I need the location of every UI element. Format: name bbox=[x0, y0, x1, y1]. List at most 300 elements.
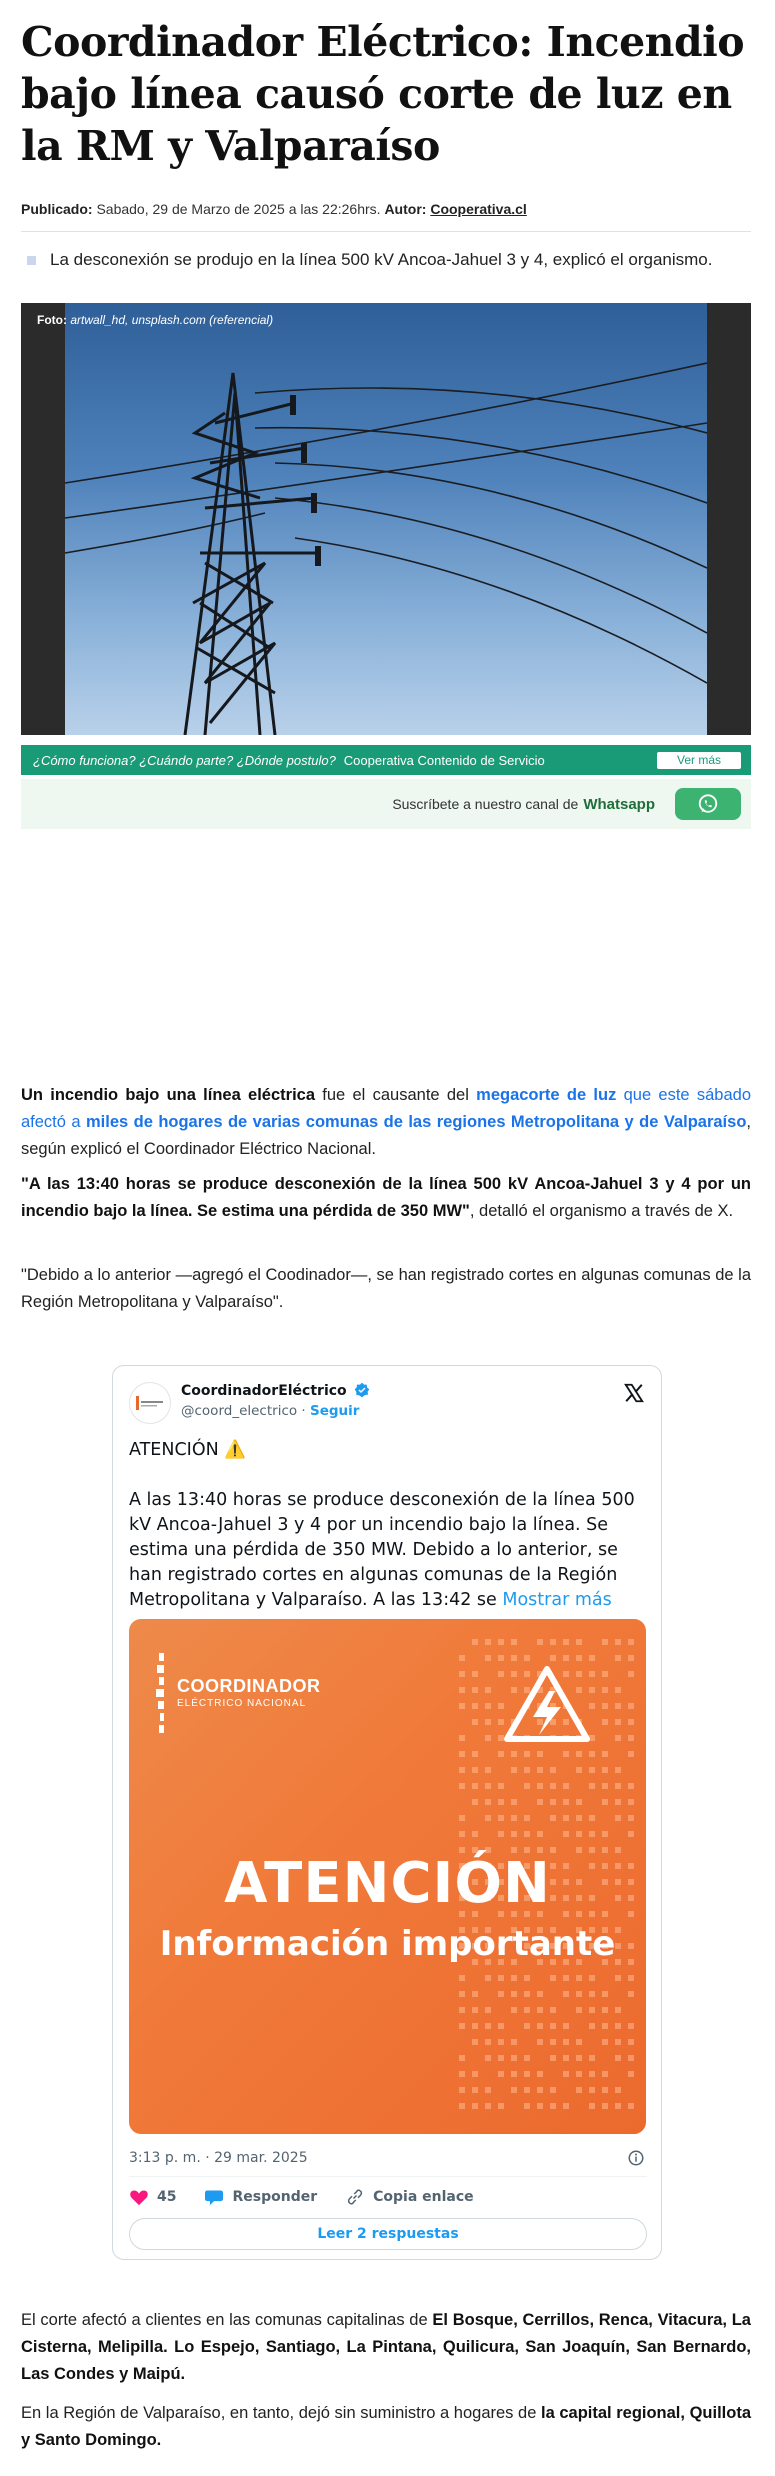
pattern-dot bbox=[628, 1671, 634, 1677]
pattern-dot bbox=[550, 1719, 556, 1725]
pattern-dot bbox=[472, 1799, 478, 1805]
pattern-dot bbox=[498, 1639, 504, 1645]
photo-credit-label: Foto: bbox=[37, 313, 67, 327]
pattern-dot bbox=[563, 1751, 569, 1757]
pattern-dot bbox=[602, 1639, 608, 1645]
pattern-dot bbox=[550, 1783, 556, 1789]
pattern-dot bbox=[537, 2023, 543, 2029]
pattern-dot bbox=[485, 2103, 491, 2109]
pattern-dot bbox=[472, 1687, 478, 1693]
pattern-dot bbox=[563, 1783, 569, 1789]
p1-bold: Un incendio bajo una línea eléctrica bbox=[21, 1086, 316, 1104]
pattern-dot bbox=[550, 1799, 556, 1805]
pattern-dot bbox=[524, 2103, 530, 2109]
like-action[interactable] bbox=[129, 2188, 176, 2206]
pattern-dot bbox=[537, 1719, 543, 1725]
pattern-dot bbox=[550, 2023, 556, 2029]
pattern-dot bbox=[628, 1831, 634, 1837]
paragraph-2 bbox=[21, 1171, 751, 1225]
pattern-dot bbox=[524, 1815, 530, 1821]
hogares-link[interactable]: miles de hogares de varias comunas de las regiones Metropolitana y de Valparaíso bbox=[86, 1113, 747, 1131]
article-title: Coordinador Eléctrico: Incendio bajo línea causó corte de luz en la RM y Valparaíso bbox=[21, 18, 745, 170]
pattern-dot bbox=[589, 2055, 595, 2061]
pattern-dot bbox=[602, 1799, 608, 1805]
pattern-dot bbox=[537, 2039, 543, 2045]
pattern-dot bbox=[602, 1991, 608, 1997]
pattern-dot bbox=[628, 1799, 634, 1805]
article-summary bbox=[27, 248, 747, 272]
pattern-dot bbox=[576, 1991, 582, 1997]
pattern-dot bbox=[589, 1751, 595, 1757]
pattern-dot bbox=[459, 2023, 465, 2029]
pattern-dot bbox=[615, 1975, 621, 1981]
pattern-dot bbox=[576, 1799, 582, 1805]
pattern-dot bbox=[485, 2087, 491, 2093]
promo-banner[interactable] bbox=[21, 745, 751, 775]
pattern-dot bbox=[498, 1719, 504, 1725]
pattern-dot bbox=[602, 1751, 608, 1757]
pattern-dot bbox=[485, 1799, 491, 1805]
pattern-dot bbox=[602, 1703, 608, 1709]
pattern-dot bbox=[576, 1767, 582, 1773]
pattern-dot bbox=[524, 1687, 530, 1693]
power-tower-illustration bbox=[65, 303, 707, 735]
tweet-handle-row bbox=[181, 1403, 359, 1419]
photo-credit bbox=[37, 313, 273, 327]
pattern-dot bbox=[563, 1991, 569, 1997]
pattern-dot bbox=[589, 2071, 595, 2077]
tweet-date[interactable]: 3:13 p. m. · 29 mar. 2025 bbox=[129, 2150, 308, 2166]
pattern-dot bbox=[589, 2023, 595, 2029]
pattern-dot bbox=[602, 1767, 608, 1773]
pattern-dot bbox=[628, 1703, 634, 1709]
pattern-dot bbox=[472, 2007, 478, 2013]
pattern-dot bbox=[563, 2103, 569, 2109]
pattern-dot bbox=[459, 2087, 465, 2093]
pattern-dot bbox=[472, 2071, 478, 2077]
p5-places: la capital regional, Quillota y Santo Domingo. bbox=[21, 2404, 751, 2449]
tweet-author-name[interactable] bbox=[181, 1382, 370, 1399]
pattern-dot bbox=[498, 2023, 504, 2029]
pattern-dot bbox=[511, 1671, 517, 1677]
pattern-dot bbox=[537, 2071, 543, 2077]
pattern-dot bbox=[511, 1751, 517, 1757]
pattern-dot bbox=[563, 1799, 569, 1805]
pattern-dot bbox=[524, 1751, 530, 1757]
pattern-dot bbox=[524, 2071, 530, 2077]
pattern-dot bbox=[524, 1783, 530, 1789]
pattern-dot bbox=[576, 1655, 582, 1661]
pattern-dot bbox=[550, 2039, 556, 2045]
pattern-dot bbox=[602, 2007, 608, 2013]
image-logo-line-2: ELÉCTRICO NACIONAL bbox=[177, 1698, 307, 1709]
pattern-dot bbox=[459, 1767, 465, 1773]
pattern-dot bbox=[589, 1831, 595, 1837]
pattern-dot bbox=[563, 2023, 569, 2029]
pattern-dot bbox=[459, 2007, 465, 2013]
pattern-dot bbox=[602, 1719, 608, 1725]
pattern-dot bbox=[550, 2007, 556, 2013]
follow-button[interactable]: Seguir bbox=[310, 1403, 360, 1419]
pattern-dot bbox=[511, 1687, 517, 1693]
published-date: Sabado, 29 de Marzo de 2025 a las 22:26hrs. bbox=[96, 201, 381, 217]
pattern-dot bbox=[485, 2039, 491, 2045]
pattern-dot bbox=[537, 1799, 543, 1805]
pattern-dot bbox=[615, 1719, 621, 1725]
pattern-dot bbox=[576, 1815, 582, 1821]
pattern-dot bbox=[472, 2039, 478, 2045]
promo-button[interactable]: Ver más bbox=[657, 752, 741, 769]
pattern-dot bbox=[485, 1639, 491, 1645]
show-more-link[interactable]: Mostrar más bbox=[502, 1590, 612, 1610]
pattern-dot bbox=[628, 1655, 634, 1661]
pattern-dot bbox=[537, 2007, 543, 2013]
coordinador-logo-icon bbox=[135, 1393, 165, 1413]
pattern-dot bbox=[498, 1815, 504, 1821]
pattern-dot bbox=[589, 1975, 595, 1981]
pattern-dot bbox=[602, 2087, 608, 2093]
pattern-dot bbox=[589, 1991, 595, 1997]
pattern-dot bbox=[537, 1751, 543, 1757]
pattern-dot bbox=[550, 1815, 556, 1821]
pattern-dot bbox=[589, 1735, 595, 1741]
p2-quote: "A las 13:40 horas se produce desconexión de la línea 500 kV Ancoa-Jahuel 3 y 4 por un incendio bajo la línea. Se estima una pérdida de 350 MW" bbox=[21, 1175, 751, 1220]
pattern-dot bbox=[472, 1671, 478, 1677]
pattern-dot bbox=[485, 1735, 491, 1741]
pattern-dot bbox=[459, 1751, 465, 1757]
pattern-dot bbox=[511, 2007, 517, 2013]
pattern-dot bbox=[628, 2103, 634, 2109]
pattern-dot bbox=[511, 1991, 517, 1997]
pattern-dot bbox=[628, 1735, 634, 1741]
pattern-dot bbox=[615, 2055, 621, 2061]
promo-question: ¿Cómo funciona? ¿Cuándo parte? ¿Dónde postulo? bbox=[33, 752, 336, 768]
pattern-dot bbox=[498, 1703, 504, 1709]
whatsapp-text: Suscríbete a nuestro canal de bbox=[392, 796, 579, 812]
pattern-dot bbox=[498, 2055, 504, 2061]
published-label: Publicado: bbox=[21, 201, 93, 217]
pattern-dot bbox=[524, 1831, 530, 1837]
pattern-dot bbox=[628, 1639, 634, 1645]
pattern-dot bbox=[472, 2087, 478, 2093]
pattern-dot bbox=[498, 1783, 504, 1789]
pattern-dot bbox=[563, 2055, 569, 2061]
tweet-dot: · bbox=[297, 1403, 311, 1419]
pattern-dot bbox=[615, 1687, 621, 1693]
pattern-dot bbox=[485, 1687, 491, 1693]
pattern-dot bbox=[498, 1751, 504, 1757]
pattern-dot bbox=[615, 1815, 621, 1821]
pattern-dot bbox=[498, 1671, 504, 1677]
pattern-dot bbox=[628, 2055, 634, 2061]
article-photo bbox=[21, 303, 751, 735]
pattern-dot bbox=[602, 2071, 608, 2077]
tweet-actions bbox=[129, 2188, 502, 2206]
pattern-dot bbox=[550, 2087, 556, 2093]
pattern-dot bbox=[537, 2103, 543, 2109]
author-link[interactable]: Cooperativa.cl bbox=[430, 201, 527, 217]
photo-sky bbox=[65, 303, 707, 735]
pattern-dot bbox=[524, 1991, 530, 1997]
reply-action[interactable] bbox=[204, 2188, 317, 2206]
pattern-dot bbox=[511, 1799, 517, 1805]
image-logo-line-1: COORDINADOR bbox=[177, 1676, 321, 1696]
pattern-dot bbox=[589, 1767, 595, 1773]
pattern-dot bbox=[550, 1767, 556, 1773]
pattern-dot bbox=[602, 1783, 608, 1789]
pattern-dot bbox=[576, 1751, 582, 1757]
pattern-dot bbox=[550, 1655, 556, 1661]
p5-text: En la Región de Valparaíso, en tanto, dejó sin suministro a hogares de bbox=[21, 2404, 541, 2422]
pattern-dot bbox=[628, 1783, 634, 1789]
pattern-dot bbox=[524, 1655, 530, 1661]
reply-label: Responder bbox=[232, 2189, 318, 2205]
pattern-dot bbox=[589, 1783, 595, 1789]
x-logo-icon[interactable] bbox=[623, 1382, 645, 1404]
heart-icon bbox=[129, 2188, 149, 2206]
byline bbox=[21, 199, 751, 232]
whatsapp-icon bbox=[697, 793, 719, 815]
pattern-dot bbox=[589, 2007, 595, 2013]
pattern-dot bbox=[615, 1639, 621, 1645]
pattern-dot bbox=[485, 1975, 491, 1981]
pattern-dot bbox=[537, 1639, 543, 1645]
pattern-dot bbox=[589, 2087, 595, 2093]
pattern-dot bbox=[524, 1975, 530, 1981]
pattern-dot bbox=[485, 1767, 491, 1773]
pattern-dot bbox=[615, 1767, 621, 1773]
pattern-dot bbox=[524, 2055, 530, 2061]
pattern-dot bbox=[550, 2055, 556, 2061]
pattern-dot bbox=[472, 1703, 478, 1709]
pattern-dot bbox=[563, 1719, 569, 1725]
pattern-dot bbox=[459, 1991, 465, 1997]
paragraph-3: "Debido a lo anterior —agregó el Coodinador—, se han registrado cortes en algunas comunas de la Región Metropolitana y Valparaíso". bbox=[21, 1266, 751, 1311]
pattern-dot bbox=[550, 1639, 556, 1645]
copy-link-label: Copia enlace bbox=[373, 2189, 474, 2205]
p1-link-text[interactable]: que este sábado afectó a bbox=[21, 1086, 751, 1131]
tweet-text bbox=[129, 1438, 639, 1613]
pattern-dot bbox=[615, 2007, 621, 2013]
pattern-dot bbox=[485, 1703, 491, 1709]
pattern-dot bbox=[485, 2007, 491, 2013]
pattern-dot bbox=[537, 2087, 543, 2093]
summary-bullet-icon bbox=[27, 256, 36, 265]
verified-badge-icon bbox=[354, 1382, 370, 1398]
pattern-dot bbox=[459, 2055, 465, 2061]
pattern-dot bbox=[524, 2087, 530, 2093]
pattern-dot bbox=[511, 2039, 517, 2045]
pattern-dot bbox=[589, 1703, 595, 1709]
pattern-dot bbox=[602, 2103, 608, 2109]
info-icon[interactable] bbox=[627, 2149, 645, 2167]
pattern-dot bbox=[615, 2023, 621, 2029]
pattern-dot bbox=[498, 1831, 504, 1837]
pattern-dot bbox=[472, 1751, 478, 1757]
pattern-dot bbox=[498, 2071, 504, 2077]
pattern-dot bbox=[537, 1991, 543, 1997]
pattern-dot bbox=[524, 2023, 530, 2029]
paragraph-5 bbox=[21, 2400, 751, 2454]
pattern-dot bbox=[576, 2007, 582, 2013]
summary-text: La desconexión se produjo en la línea 500 kV Ancoa-Jahuel 3 y 4, explicó el organismo. bbox=[50, 250, 713, 269]
pattern-dot bbox=[472, 1783, 478, 1789]
pattern-dot bbox=[615, 2087, 621, 2093]
pattern-dot bbox=[459, 1655, 465, 1661]
pattern-dot bbox=[498, 1735, 504, 1741]
pattern-dot bbox=[485, 1655, 491, 1661]
pattern-dot bbox=[459, 2103, 465, 2109]
pattern-dot bbox=[576, 1831, 582, 1837]
pattern-dot bbox=[511, 1815, 517, 1821]
tweet-line-1: ATENCIÓN ⚠️ bbox=[129, 1440, 247, 1460]
author-label: Autor: bbox=[384, 201, 427, 217]
pattern-dot bbox=[485, 1783, 491, 1789]
pattern-dot bbox=[459, 1703, 465, 1709]
promo-text: Cooperativa Contenido de Servicio bbox=[343, 752, 545, 768]
pattern-dot bbox=[589, 1655, 595, 1661]
whatsapp-brand: Whatsapp bbox=[583, 795, 655, 813]
pattern-dot bbox=[472, 1831, 478, 1837]
pattern-dot bbox=[472, 2023, 478, 2029]
tweet-body: A las 13:40 horas se produce desconexión de la línea 500 kV Ancoa-Jahuel 3 y 4 por un incendio bajo la línea. Se estima una pérdida de 350 MW. Debido a lo anterior, se han registrado cortes en algunas comunas de la Región Metropolitana y Valparaíso. A las 13:42 se bbox=[129, 1490, 635, 1610]
p2-rest: , detalló el organismo a través de X. bbox=[469, 1202, 734, 1220]
pattern-dot bbox=[511, 1767, 517, 1773]
photo-credit-text: artwall_hd, unsplash.com (referencial) bbox=[70, 313, 274, 327]
pattern-dot bbox=[563, 1831, 569, 1837]
pattern-dot bbox=[615, 1783, 621, 1789]
pattern-dot bbox=[524, 1671, 530, 1677]
tweet-image-subtitle: Información importante bbox=[159, 1924, 616, 1964]
pattern-dot bbox=[498, 1799, 504, 1805]
whatsapp-banner[interactable] bbox=[21, 779, 751, 829]
pattern-dot bbox=[511, 1639, 517, 1645]
pattern-dot bbox=[498, 1655, 504, 1661]
tweet-handle[interactable]: @coord_electrico bbox=[181, 1403, 298, 1419]
megacorte-link[interactable]: megacorte de luz bbox=[476, 1086, 617, 1104]
pattern-dot bbox=[459, 1975, 465, 1981]
pattern-dot bbox=[459, 1831, 465, 1837]
pattern-dot bbox=[472, 2103, 478, 2109]
pattern-dot bbox=[615, 1735, 621, 1741]
pattern-dot bbox=[511, 2055, 517, 2061]
whatsapp-button[interactable] bbox=[675, 788, 741, 820]
pattern-dot bbox=[628, 1991, 634, 1997]
pattern-dot bbox=[563, 1655, 569, 1661]
copy-link-action[interactable] bbox=[345, 2188, 474, 2206]
tweet-image-title: ATENCIÓN bbox=[224, 1851, 551, 1916]
pattern-dot bbox=[498, 2039, 504, 2045]
pattern-dot bbox=[511, 2071, 517, 2077]
pattern-dot bbox=[576, 1975, 582, 1981]
pattern-dot bbox=[550, 1975, 556, 1981]
pattern-dot bbox=[550, 2103, 556, 2109]
pattern-dot bbox=[498, 2103, 504, 2109]
pattern-dot bbox=[628, 2071, 634, 2077]
pattern-dot bbox=[459, 1671, 465, 1677]
like-count: 45 bbox=[157, 2189, 177, 2205]
pattern-dot bbox=[459, 1687, 465, 1693]
pattern-dot bbox=[537, 1767, 543, 1773]
pattern-dot bbox=[576, 1639, 582, 1645]
pattern-dot bbox=[472, 1991, 478, 1997]
pattern-dot bbox=[459, 1815, 465, 1821]
reply-bubble-icon bbox=[204, 2188, 224, 2206]
tweet-line-2 bbox=[129, 1488, 639, 1613]
pattern-dot bbox=[511, 1975, 517, 1981]
pattern-dot bbox=[537, 1831, 543, 1837]
pattern-dot bbox=[615, 1655, 621, 1661]
paragraph-1 bbox=[21, 1082, 751, 1163]
pattern-dot bbox=[576, 2087, 582, 2093]
pattern-dot bbox=[628, 1975, 634, 1981]
pattern-dot bbox=[459, 1783, 465, 1789]
pattern-dot bbox=[589, 1687, 595, 1693]
pattern-dot bbox=[537, 1783, 543, 1789]
pattern-dot bbox=[602, 1687, 608, 1693]
pattern-dot bbox=[511, 1655, 517, 1661]
pattern-dot bbox=[485, 1815, 491, 1821]
link-icon bbox=[345, 2188, 365, 2206]
pattern-dot bbox=[524, 2007, 530, 2013]
pattern-dot bbox=[576, 1687, 582, 1693]
pattern-dot bbox=[472, 1767, 478, 1773]
pattern-dot bbox=[576, 1671, 582, 1677]
pattern-dot bbox=[563, 1671, 569, 1677]
pattern-dot bbox=[602, 1831, 608, 1837]
pattern-dot bbox=[563, 1639, 569, 1645]
read-replies-button[interactable]: Leer 2 respuestas bbox=[129, 2218, 647, 2250]
pattern-dot bbox=[511, 2087, 517, 2093]
pattern-dot bbox=[615, 2103, 621, 2109]
pattern-dot bbox=[628, 1815, 634, 1821]
pattern-dot bbox=[576, 2039, 582, 2045]
pattern-dot bbox=[563, 2039, 569, 2045]
tweet-divider bbox=[129, 2176, 647, 2177]
tweet-image[interactable] bbox=[129, 1619, 646, 2134]
pattern-dot bbox=[628, 2039, 634, 2045]
p1-tail: , según explicó el Coordinador Eléctrico Nacional. bbox=[21, 1113, 751, 1158]
tweet-avatar[interactable] bbox=[129, 1382, 171, 1424]
p4-text: El corte afectó a clientes en las comunas capitalinas de bbox=[21, 2311, 433, 2329]
tweet-image-logo bbox=[177, 1676, 321, 1709]
pattern-dot bbox=[498, 1975, 504, 1981]
pattern-dot bbox=[628, 1751, 634, 1757]
pattern-dot bbox=[589, 1671, 595, 1677]
lightning-icon bbox=[533, 1691, 561, 1735]
pattern-dot bbox=[589, 2103, 595, 2109]
tweet-name-text: CoordinadorEléctrico bbox=[181, 1383, 347, 1399]
pattern-dot bbox=[563, 1975, 569, 1981]
pattern-dot bbox=[615, 1799, 621, 1805]
pattern-dot bbox=[628, 1719, 634, 1725]
p1-text: fue el causante del bbox=[315, 1086, 477, 1104]
pattern-dot bbox=[563, 1815, 569, 1821]
pattern-dot bbox=[472, 1719, 478, 1725]
pattern-dot bbox=[615, 2039, 621, 2045]
pattern-dot bbox=[576, 2055, 582, 2061]
paragraph-4 bbox=[21, 2307, 751, 2388]
pattern-dot bbox=[485, 1719, 491, 1725]
pattern-dot bbox=[628, 2023, 634, 2029]
pattern-dot bbox=[602, 1671, 608, 1677]
pattern-dot bbox=[602, 2023, 608, 2029]
pattern-dot bbox=[459, 2071, 465, 2077]
embedded-tweet[interactable] bbox=[112, 1365, 662, 2260]
pattern-dot bbox=[498, 1991, 504, 1997]
pattern-dot bbox=[589, 1815, 595, 1821]
pattern-dot bbox=[485, 2023, 491, 2029]
